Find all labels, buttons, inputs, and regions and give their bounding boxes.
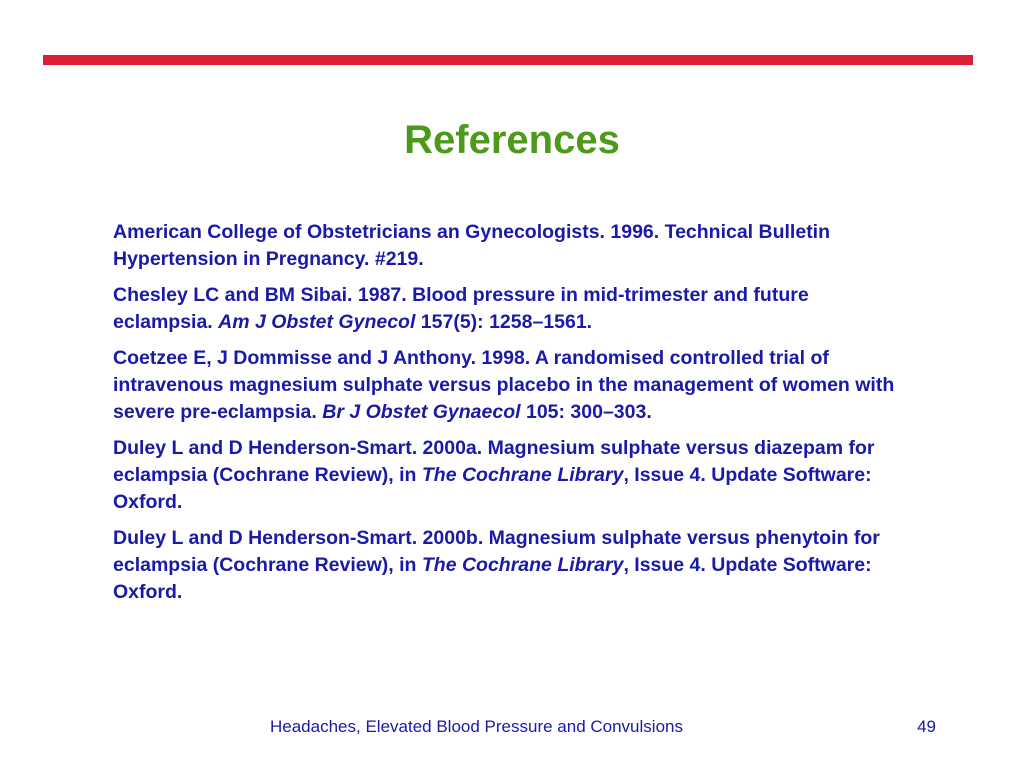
reference-list [113, 219, 913, 615]
reference-journal: The Cochrane Library [421, 554, 624, 576]
reference-item [113, 282, 913, 336]
reference-text: Duley L and D Henderson-Smart. 2000b. Magnesium sulphate versus phenytoin for eclampsia (Cochrane Review), in [113, 527, 880, 576]
reference-text: Chesley LC and BM Sibai. 1987. Blood pressure in mid-trimester and future eclampsia. [113, 284, 809, 333]
reference-text: American College of Obstetricians an Gynecologists. 1996. Technical Bulletin Hypertension in Pregnancy. #219. [113, 221, 831, 270]
reference-item [113, 345, 913, 426]
footer-title: Headaches, Elevated Blood Pressure and Convulsions [270, 717, 683, 736]
reference-journal: The Cochrane Library [421, 464, 624, 486]
page-title: References [404, 118, 620, 162]
reference-details: 105: 300–303. [525, 401, 652, 423]
reference-item [113, 525, 913, 606]
reference-text: Coetzee E, J Dommisse and J Anthony. 1998. A randomised controlled trial of intravenous magnesium sulphate versus placebo in the management of women with severe pre-eclampsia. [113, 347, 895, 423]
reference-journal: Am J Obstet Gynecol [218, 311, 416, 333]
reference-item [113, 219, 913, 273]
reference-details: , Issue 4. Update Software: Oxford. [113, 554, 872, 603]
reference-item [113, 435, 913, 516]
page-number: 49 [917, 717, 936, 736]
reference-details: , Issue 4. Update Software: Oxford. [113, 464, 872, 513]
reference-details: 157(5): 1258–1561. [420, 311, 593, 333]
reference-text: Duley L and D Henderson-Smart. 2000a. Magnesium sulphate versus diazepam for eclampsia (Cochrane Review), in [113, 437, 875, 486]
top-accent-rule [43, 55, 973, 65]
reference-journal: Br J Obstet Gynaecol [322, 401, 521, 423]
